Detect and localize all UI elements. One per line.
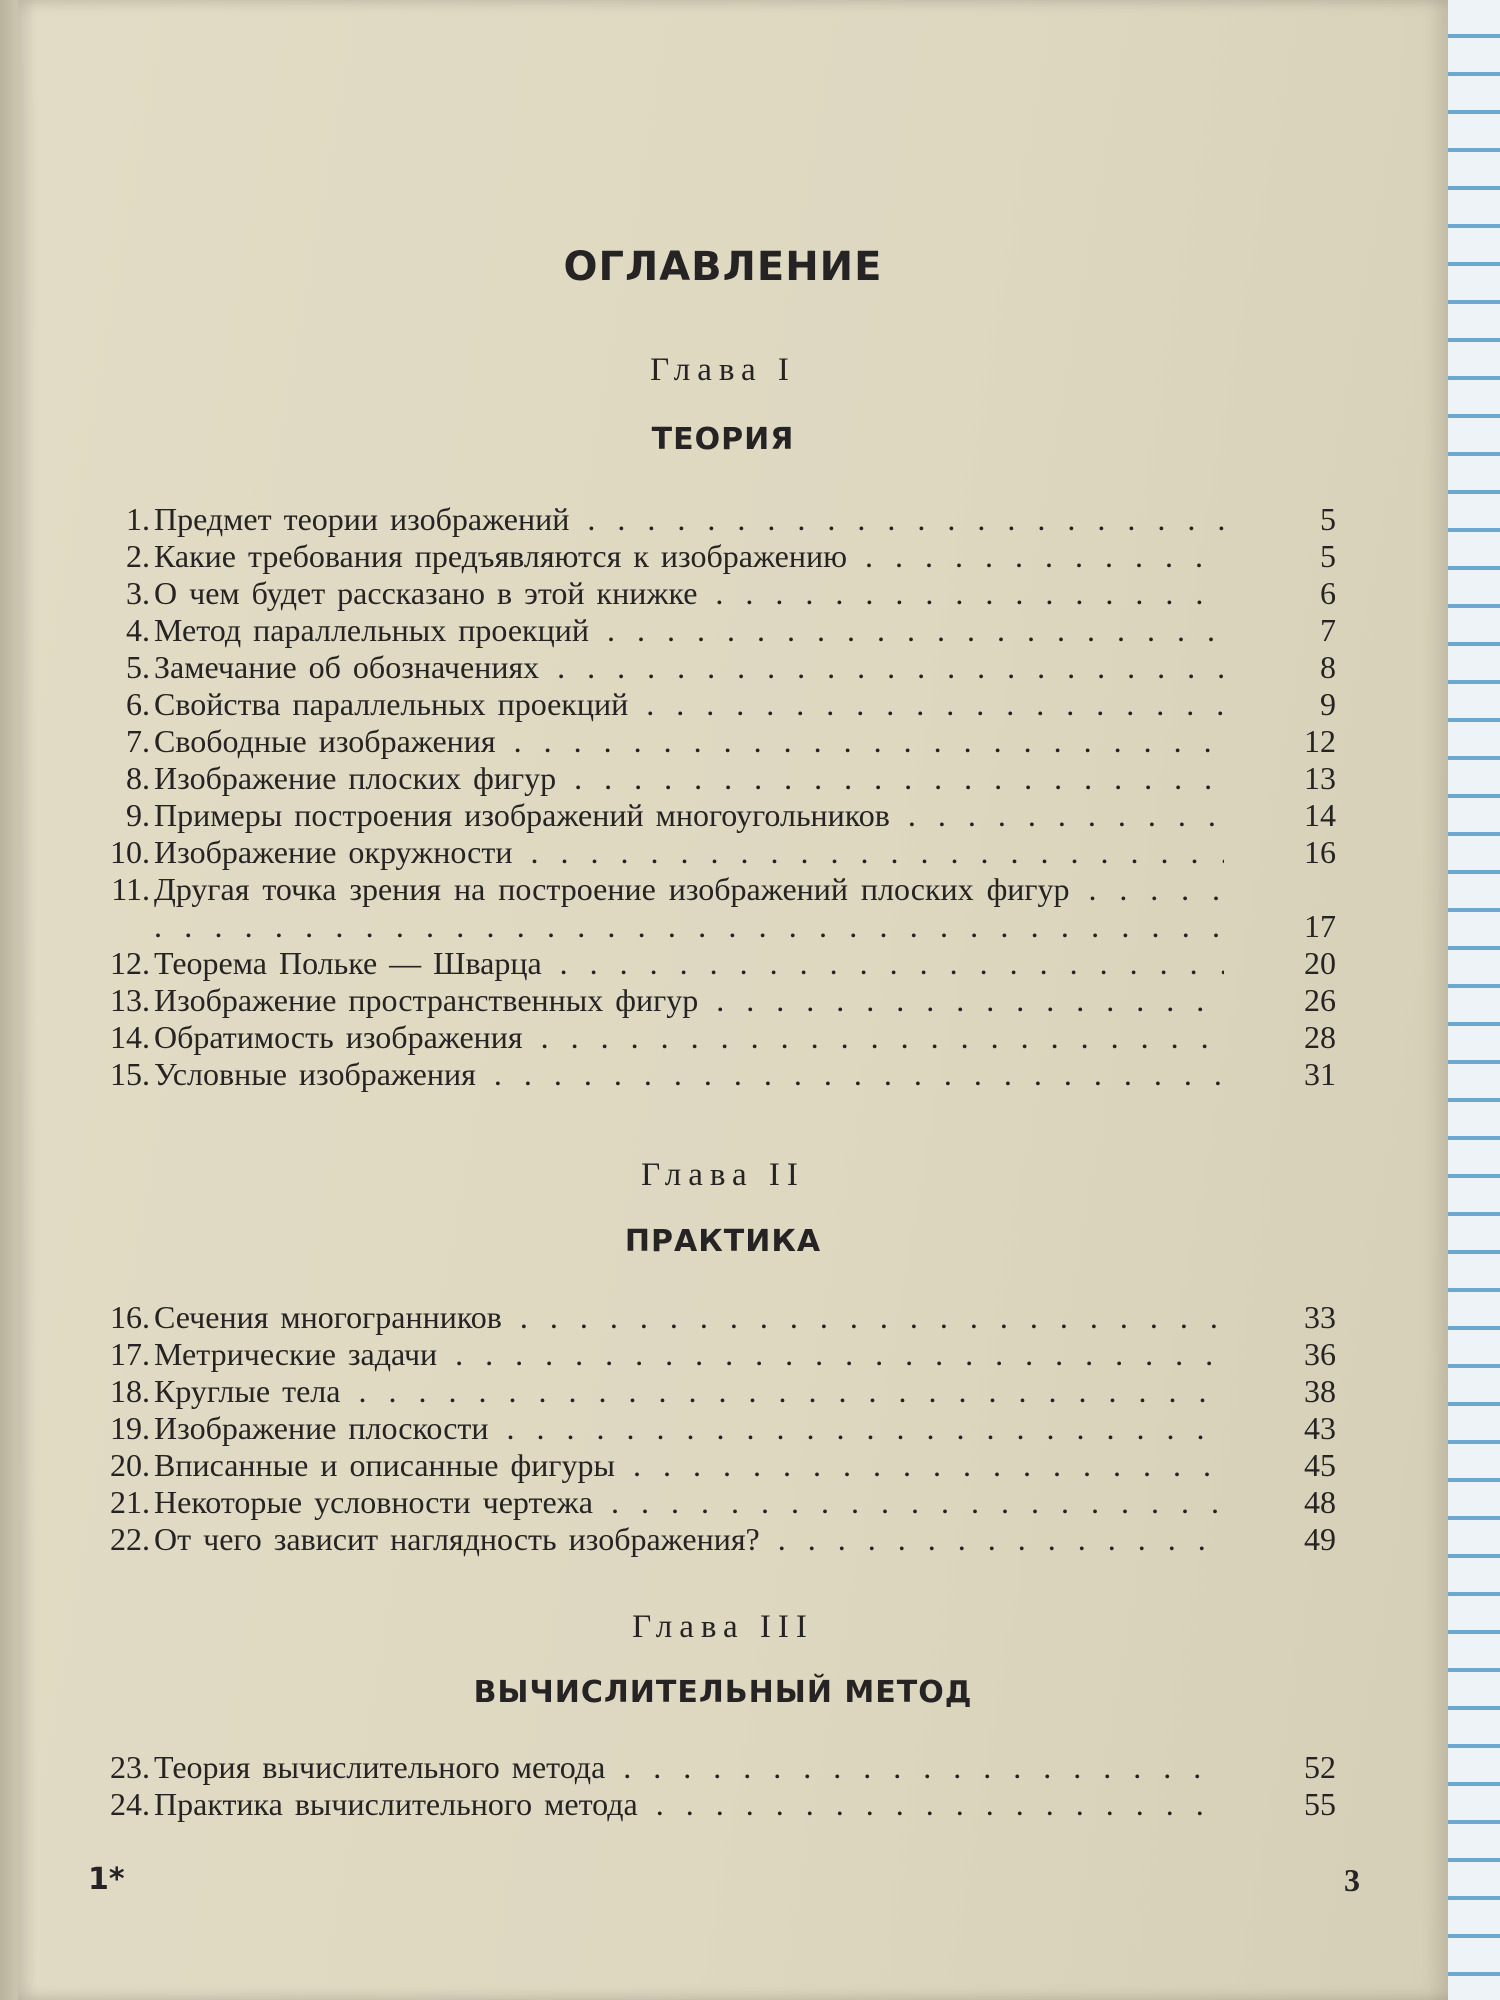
item-number: 7. xyxy=(126,723,150,759)
item-number: 10. xyxy=(110,834,150,870)
item-number: 16. xyxy=(110,1299,150,1335)
chapter-2-label: Глава II xyxy=(641,1157,805,1193)
item-title: Вписанные и описанные фигуры . . . xyxy=(154,1447,1224,1484)
list-item[interactable] xyxy=(18,871,1428,945)
item-number: 17. xyxy=(110,1336,150,1372)
chapter-3-name: ВЫЧИСЛИТЕЛЬНЫЙ МЕТОД xyxy=(473,1675,973,1710)
item-page: 7 xyxy=(1320,612,1336,648)
item-title: Метрические задачи . . . xyxy=(154,1336,1224,1373)
item-page: 45 xyxy=(1304,1447,1336,1483)
item-title: Примеры построения изображений многоугольников . . . xyxy=(154,797,1224,834)
item-page: 16 xyxy=(1304,834,1336,870)
item-number: 19. xyxy=(110,1410,150,1446)
item-page: 49 xyxy=(1304,1521,1336,1557)
item-title: Замечание об обозначениях . . . xyxy=(154,649,1224,686)
list-item[interactable] xyxy=(18,1373,1428,1410)
item-title: Теория вычислительного метода . . . xyxy=(154,1749,1224,1786)
list-item[interactable] xyxy=(18,1484,1428,1521)
item-page: 5 xyxy=(1320,501,1336,537)
item-title: Другая точка зрения на построение изображений плоских фигур . . . xyxy=(154,871,1224,945)
list-item[interactable] xyxy=(18,1786,1428,1823)
item-page: 14 xyxy=(1304,797,1336,833)
item-number: 3. xyxy=(126,575,150,611)
chapter-3-list xyxy=(18,1749,1428,1823)
list-item[interactable] xyxy=(18,945,1428,982)
item-number: 24. xyxy=(110,1786,150,1822)
item-title: Обратимость изображения . . . xyxy=(154,1019,1224,1056)
item-page: 13 xyxy=(1304,760,1336,796)
list-item[interactable] xyxy=(18,982,1428,1019)
item-title: Условные изображения . . . xyxy=(154,1056,1224,1093)
item-title: Изображение плоскости . . . xyxy=(154,1410,1224,1447)
item-page: 31 xyxy=(1304,1056,1336,1092)
list-item[interactable] xyxy=(18,1336,1428,1373)
list-item[interactable] xyxy=(18,1019,1428,1056)
toc-title: ОГЛАВЛЕНИЕ xyxy=(563,244,883,290)
item-number: 20. xyxy=(110,1447,150,1483)
item-title: О чем будет рассказано в этой книжке . . . xyxy=(154,575,1224,612)
item-page: 33 xyxy=(1304,1299,1336,1335)
page-number: 3 xyxy=(1344,1862,1360,1898)
item-title: Какие требования предъявляются к изображению . . . xyxy=(154,538,1224,575)
item-title: Теорема Польке — Шварца . . . xyxy=(154,945,1224,982)
item-page: 17 xyxy=(1304,908,1336,944)
list-item[interactable] xyxy=(18,760,1428,797)
item-page: 52 xyxy=(1304,1749,1336,1785)
list-item[interactable] xyxy=(18,797,1428,834)
item-number: 6. xyxy=(126,686,150,722)
chapter-1-name: ТЕОРИЯ xyxy=(651,422,795,457)
item-page: 55 xyxy=(1304,1786,1336,1822)
list-item[interactable] xyxy=(18,1447,1428,1484)
list-item[interactable] xyxy=(18,1056,1428,1093)
item-title: Предмет теории изображений . . . xyxy=(154,501,1224,538)
item-title: Изображение окружности . . . xyxy=(154,834,1224,871)
list-item[interactable] xyxy=(18,501,1428,538)
item-number: 2. xyxy=(126,538,150,574)
item-page: 5 xyxy=(1320,538,1336,574)
list-item[interactable] xyxy=(18,1749,1428,1786)
item-number: 4. xyxy=(126,612,150,648)
list-item[interactable] xyxy=(18,649,1428,686)
item-number: 13. xyxy=(110,982,150,1018)
item-title: Практика вычислительного метода . . . xyxy=(154,1786,1224,1823)
item-page: 36 xyxy=(1304,1336,1336,1372)
item-title: От чего зависит наглядность изображения? . . . xyxy=(154,1521,1224,1558)
item-title: Сечения многогранников . . . xyxy=(154,1299,1224,1336)
item-page: 8 xyxy=(1320,649,1336,685)
item-number: 15. xyxy=(110,1056,150,1092)
item-number: 11. xyxy=(111,871,150,907)
item-title: Некоторые условности чертежа . . . xyxy=(154,1484,1224,1521)
item-number: 23. xyxy=(110,1749,150,1785)
item-title: Свойства параллельных проекций . . . xyxy=(154,686,1224,723)
item-title: Метод параллельных проекций . . . xyxy=(154,612,1224,649)
notebook-background xyxy=(1446,0,1500,2000)
item-number: 5. xyxy=(126,649,150,685)
list-item[interactable] xyxy=(18,538,1428,575)
chapter-2-name: ПРАКТИКА xyxy=(624,1224,822,1259)
item-page: 43 xyxy=(1304,1410,1336,1446)
item-page: 20 xyxy=(1304,945,1336,981)
item-page: 28 xyxy=(1304,1019,1336,1055)
item-page: 26 xyxy=(1304,982,1336,1018)
item-page: 6 xyxy=(1320,575,1336,611)
list-item[interactable] xyxy=(18,686,1428,723)
list-item[interactable] xyxy=(18,1521,1428,1558)
item-number: 22. xyxy=(110,1521,150,1557)
list-item[interactable] xyxy=(18,612,1428,649)
item-number: 12. xyxy=(110,945,150,981)
list-item[interactable] xyxy=(18,575,1428,612)
list-item[interactable] xyxy=(18,834,1428,871)
item-number: 9. xyxy=(126,797,150,833)
item-number: 8. xyxy=(126,760,150,796)
item-page: 12 xyxy=(1304,723,1336,759)
item-title: Круглые тела . . . xyxy=(154,1373,1224,1410)
chapter-2-list xyxy=(18,1299,1428,1558)
item-number: 1. xyxy=(126,501,150,537)
list-item[interactable] xyxy=(18,1299,1428,1336)
chapter-1-list xyxy=(18,501,1428,1093)
item-page: 48 xyxy=(1304,1484,1336,1520)
chapter-1-label: Глава I xyxy=(650,352,796,388)
item-title: Изображение плоских фигур . . . xyxy=(154,760,1224,797)
chapter-3-label: Глава III xyxy=(632,1609,814,1645)
item-title: Изображение пространственных фигур . . . xyxy=(154,982,1224,1019)
item-number: 18. xyxy=(110,1373,150,1409)
item-number: 21. xyxy=(110,1484,150,1520)
book-page xyxy=(18,0,1448,2000)
item-page: 9 xyxy=(1320,686,1336,722)
list-item[interactable] xyxy=(18,1410,1428,1447)
list-item[interactable] xyxy=(18,723,1428,760)
item-number: 14. xyxy=(110,1019,150,1055)
item-title: Свободные изображения . . . xyxy=(154,723,1224,760)
signature-mark: 1* xyxy=(88,1862,125,1897)
item-page: 38 xyxy=(1304,1373,1336,1409)
